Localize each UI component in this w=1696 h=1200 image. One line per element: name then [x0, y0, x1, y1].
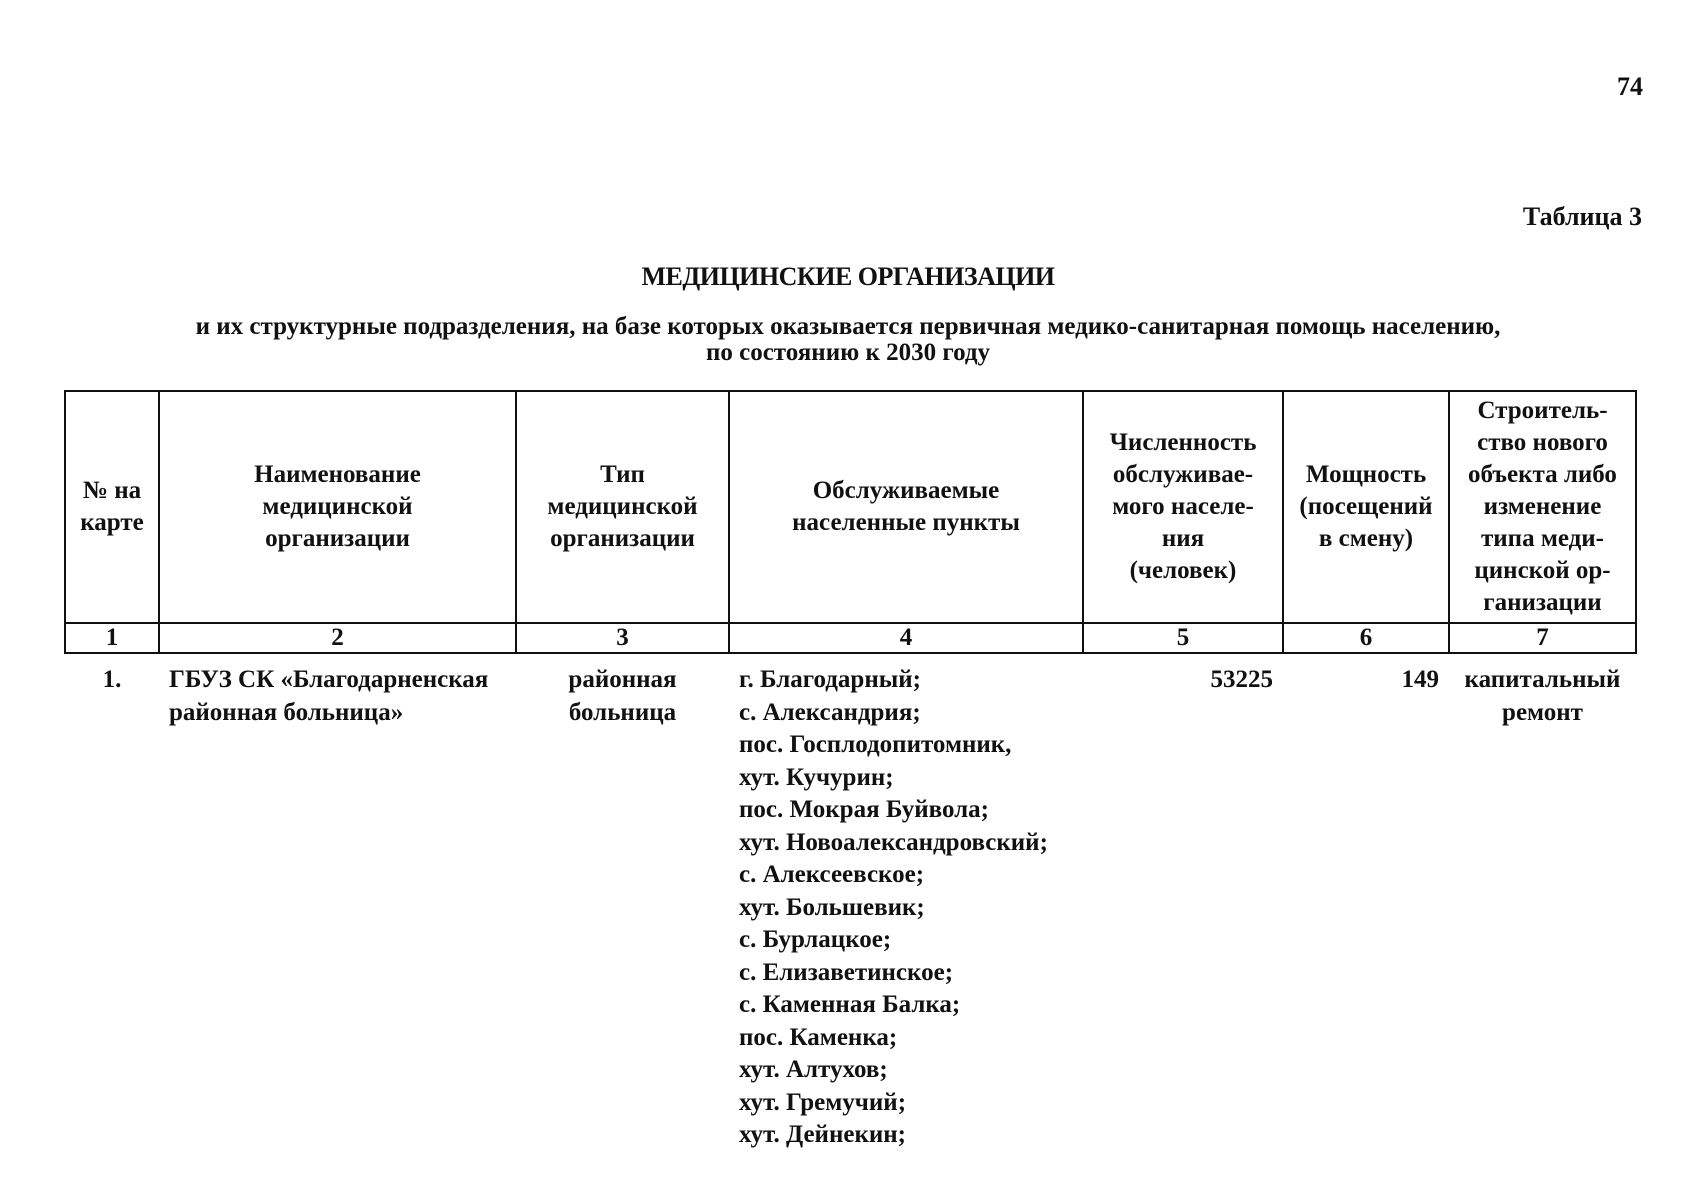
header-capacity: Мощность (посещений в смену) [1283, 391, 1449, 623]
column-number: 1 [65, 623, 159, 653]
column-number: 6 [1283, 623, 1449, 653]
settlement-item: с. Александрия; [739, 698, 921, 726]
row-served-population: 53225 [1210, 666, 1273, 693]
settlement-item: пос. Мокрая Буйвола; [739, 796, 990, 823]
table-row [65, 653, 1636, 1153]
header-served-settlements: Обслуживаемые населенные пункты [729, 391, 1083, 623]
page-number: 74 [1617, 72, 1643, 101]
settlement-item: хут. Дейнекин; [739, 1121, 906, 1148]
table-label: Таблица 3 [1522, 202, 1642, 231]
row-served-settlements [729, 653, 1083, 1153]
column-number-row [65, 623, 1636, 653]
settlement-item: хут. Новоалександровский; [739, 828, 1048, 856]
header-organization-name: Наименование медицинской организации [159, 391, 516, 623]
document-subtitle [0, 314, 1696, 366]
column-number: 2 [159, 623, 516, 653]
column-number: 7 [1449, 623, 1636, 653]
settlement-item: хут. Большевик; [739, 893, 925, 921]
subtitle-line-2: по состоянию к 2030 году [705, 339, 991, 366]
header-served-population: Численность обслуживае- мого населе- ния (человек) [1083, 391, 1283, 623]
settlement-item: хут. Кучурин; [739, 763, 894, 791]
column-number: 3 [516, 623, 729, 653]
settlement-item: с. Бурлацкое; [739, 926, 892, 953]
subtitle-line-1: и их структурные подразделения, на базе которых оказывается первичная медико-санитарная помощь населению, [195, 313, 1501, 340]
settlement-item: пос. Госплодопитомник, [739, 731, 1012, 758]
header-map-number: № на карте [65, 391, 159, 623]
settlement-item: хут. Гремучий; [739, 1088, 907, 1116]
header-construction: Строитель- ство нового объекта либо изменение типа меди- цинской ор- ганизации [1449, 391, 1636, 623]
header-organization-type: Тип медицинской организации [516, 391, 729, 623]
row-map-number: 1. [102, 666, 122, 693]
row-organization-name: ГБУЗ СК «Благодарненская районная больница» [169, 666, 489, 726]
settlement-item: с. Каменная Балка; [739, 991, 961, 1018]
document-title: МЕДИЦИНСКИЕ ОРГАНИЗАЦИИ [641, 262, 1055, 291]
row-capacity: 149 [1401, 666, 1439, 693]
settlement-item: с. Елизаветинское; [739, 958, 954, 986]
settlement-item: хут. Алтухов; [739, 1056, 888, 1083]
row-construction: капитальный ремонт [1464, 666, 1621, 726]
settlement-item: г. Благодарный; [739, 666, 921, 693]
settlement-item: пос. Каменка; [739, 1023, 898, 1051]
row-organization-type: районная больница [568, 666, 677, 726]
column-number: 4 [729, 623, 1083, 653]
settlement-item: с. Алексеевское; [739, 861, 925, 888]
table-header-row [65, 391, 1636, 623]
column-number: 5 [1083, 623, 1283, 653]
medical-organizations-table [64, 390, 1637, 1153]
